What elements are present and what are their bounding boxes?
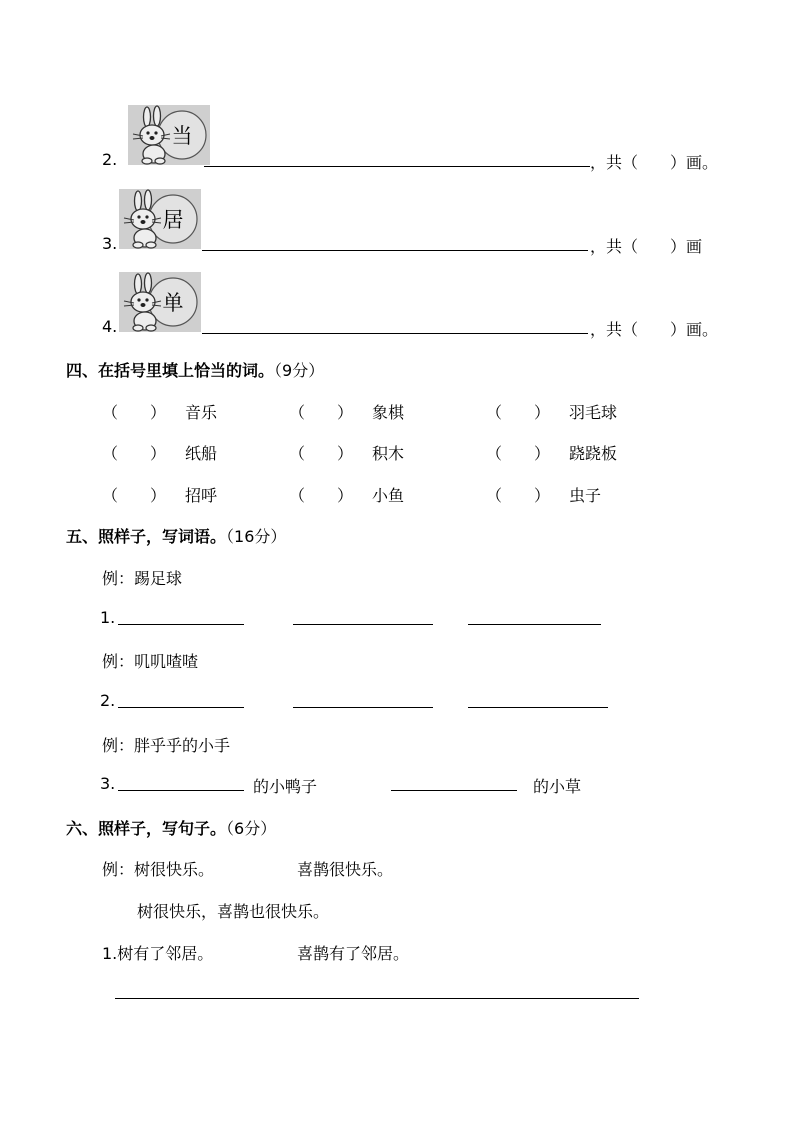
blank-paren[interactable]: （ ） xyxy=(289,486,354,505)
item-number: 4. xyxy=(102,317,118,336)
blank-paren[interactable]: （ ） xyxy=(102,403,167,422)
stroke-count-suffix: ，共（ ）画。 xyxy=(590,153,719,172)
blank-paren[interactable]: （ ） xyxy=(486,403,551,422)
blank-paren[interactable]: （ ） xyxy=(102,444,167,463)
word: 音乐 xyxy=(185,403,218,422)
blank-paren[interactable]: （ ） xyxy=(289,444,354,463)
blank-paren[interactable]: （ ） xyxy=(486,444,551,463)
blank-paren[interactable]: （ ） xyxy=(486,486,551,505)
target-character: 居 xyxy=(162,208,184,232)
answer-line[interactable] xyxy=(468,707,608,708)
example-sentence-b: 喜鹊很快乐。 xyxy=(297,860,394,879)
word: 虫子 xyxy=(569,486,602,505)
word: 小鱼 xyxy=(372,486,405,505)
example-text: 例：叽叽喳喳 xyxy=(102,652,199,671)
word: 羽毛球 xyxy=(569,403,618,422)
answer-line[interactable] xyxy=(118,707,244,708)
answer-line[interactable] xyxy=(118,624,244,625)
section-score: （6分） xyxy=(226,819,277,838)
answer-line[interactable] xyxy=(391,790,517,791)
target-character: 当 xyxy=(171,124,193,148)
question-sentence-a: 1.树有了邻居。 xyxy=(102,944,214,963)
section-title: 五、照样子，写词语。 xyxy=(66,527,227,546)
section-score: （9分） xyxy=(274,361,325,380)
section-title: 六、照样子，写句子。 xyxy=(66,819,227,838)
answer-line[interactable] xyxy=(202,250,588,251)
answer-line[interactable] xyxy=(468,624,601,625)
question-number: 1. xyxy=(100,608,116,627)
answer-line[interactable] xyxy=(293,624,433,625)
section-title: 四、在括号里填上恰当的词。 xyxy=(66,361,275,380)
section-4-heading xyxy=(66,358,324,381)
section-score: （16分） xyxy=(226,527,287,546)
answer-line[interactable] xyxy=(204,166,590,167)
item-number: 2. xyxy=(102,150,118,169)
rabbit-icon xyxy=(128,105,210,165)
stroke-count-suffix: ，共（ ）画。 xyxy=(590,320,719,339)
blank-paren[interactable]: （ ） xyxy=(289,403,354,422)
item-number: 3. xyxy=(102,234,118,253)
word: 跷跷板 xyxy=(569,444,618,463)
stroke-count-suffix: ，共（ ）画 xyxy=(590,237,703,256)
question-sentence-b: 喜鹊有了邻居。 xyxy=(297,944,410,963)
answer-line[interactable] xyxy=(202,333,588,334)
example-result: 树很快乐，喜鹊也很快乐。 xyxy=(137,902,330,921)
rabbit-icon xyxy=(119,272,201,332)
question-number: 2. xyxy=(100,691,116,710)
phrase-suffix: 的小草 xyxy=(533,777,582,796)
example-text: 例：胖乎乎的小手 xyxy=(102,736,231,755)
phrase-suffix: 的小鸭子 xyxy=(253,777,318,796)
word: 积木 xyxy=(372,444,405,463)
word: 象棋 xyxy=(372,403,405,422)
example-text: 例：踢足球 xyxy=(102,569,183,588)
question-number: 3. xyxy=(100,774,116,793)
rabbit-character-card xyxy=(119,272,201,332)
answer-line[interactable] xyxy=(293,707,433,708)
target-character: 单 xyxy=(162,291,184,315)
section-5-heading xyxy=(66,524,286,547)
section-6-heading xyxy=(66,816,276,839)
rabbit-character-card xyxy=(119,189,201,249)
word: 纸船 xyxy=(185,444,218,463)
rabbit-character-card xyxy=(128,105,210,165)
rabbit-icon xyxy=(119,189,201,249)
answer-line[interactable] xyxy=(118,790,244,791)
word: 招呼 xyxy=(185,486,218,505)
example-sentence-a: 例：树很快乐。 xyxy=(102,860,215,879)
answer-line[interactable] xyxy=(115,998,639,999)
blank-paren[interactable]: （ ） xyxy=(102,486,167,505)
